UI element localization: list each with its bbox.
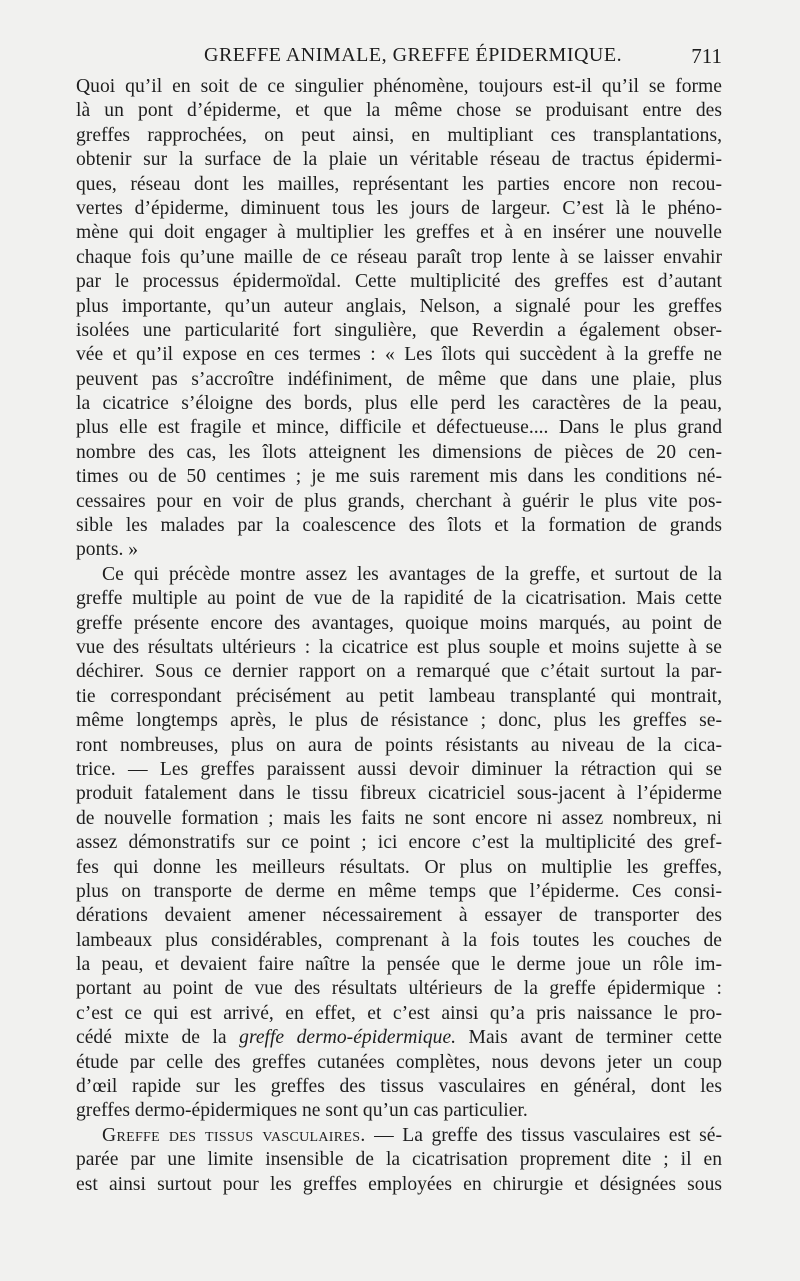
text-line: isolées une particularité fort singulière, que Reverdin a également obser- <box>76 319 722 341</box>
text-line: vertes d’épiderme, diminuent tous les jours de largeur. C’est là le phéno- <box>76 197 722 219</box>
text-line: greffe présente encore des avantages, quoique moins marqués, au point de <box>76 612 722 634</box>
text-line: trice. — Les greffes paraissent aussi devoir diminuer la rétraction qui se <box>76 758 722 780</box>
running-title: GREFFE ANIMALE, GREFFE ÉPIDERMIQUE. <box>204 44 623 66</box>
text-line: la cicatrice s’éloigne des bords, plus elle perd les caractères de la peau, <box>76 393 722 415</box>
text-line: dérations devaient amener nécessairement à essayer de transporter des <box>76 905 722 927</box>
text-line: portant au point de vue des résultats ultérieurs de la greffe épidermique : <box>76 978 722 1000</box>
text-line: étude par celle des greffes cutanées complètes, nous devons jeter un coup <box>76 1051 722 1073</box>
page-number: 711 <box>691 44 722 68</box>
text-line: ront nombreuses, plus on aura de points résistants au niveau de la cica- <box>76 734 722 756</box>
text-line: produit fatalement dans le tissu fibreux cicatriciel sous-jacent à l’épiderme <box>76 783 722 805</box>
section-heading: Greffe des tissus vasculaires. <box>102 1124 366 1146</box>
line-segment: cédé mixte de la <box>76 1027 240 1049</box>
text-line: peuvent pas s’accroître indéfiniment, de même que dans une plaie, plus <box>76 368 722 390</box>
text-line: tie correspondant précisément au petit lambeau transplanté qui montrait, <box>76 685 722 707</box>
text-line: assez démonstratifs sur ce point ; ici encore c’est la multiplicité des gref- <box>76 832 722 854</box>
text-line: lambeaux plus considérables, comprenant à la fois toutes les couches de <box>76 929 722 951</box>
text-line: vée et qu’il expose en ces termes : « Les îlots qui succèdent à la greffe ne <box>76 344 722 366</box>
paragraph-end-line: ponts. » <box>76 539 139 561</box>
text-line: mène qui doit engager à multiplier les greffes et à en insérer une nouvelle <box>76 222 722 244</box>
italic-term: greffe dermo-épidermique. <box>239 1027 457 1049</box>
text-line: cessaires pour en voir de plus grands, cherchant à guérir le plus vite pos- <box>76 490 722 512</box>
text-line: est ainsi surtout pour les greffes employées en chirurgie et désignées sous <box>76 1173 722 1195</box>
body-text <box>76 75 722 1197</box>
section-heading-line <box>76 1124 722 1148</box>
page-header <box>76 44 722 74</box>
text-line: même longtemps après, le plus de résistance ; donc, plus les greffes se- <box>76 710 722 732</box>
text-line: la peau, et devaient faire naître la pensée que le derme joue un rôle im- <box>76 954 722 976</box>
text-line: déchirer. Sous ce dernier rapport on a remarqué que c’était surtout la par- <box>76 661 722 683</box>
text-line: plus elle est fragile et mince, difficile et défectueuse.... Dans le plus grand <box>76 417 722 439</box>
text-line: greffes rapprochées, on peut ainsi, en multipliant ces transplantations, <box>76 124 722 146</box>
text-line: par le processus épidermoïdal. Cette multiplicité des greffes est d’autant <box>76 271 722 293</box>
text-line: d’œil rapide sur les greffes des tissus vasculaires en général, dont les <box>76 1076 722 1098</box>
text-line: Quoi qu’il en soit de ce singulier phénomène, toujours est-il qu’il se forme <box>76 76 722 97</box>
text-line: fes qui donne les meilleurs résultats. Or plus on multiplie les greffes, <box>76 856 722 878</box>
text-line: plus on transporte de derme en même temps que l’épiderme. Ces consi- <box>76 880 722 902</box>
text-line: ques, réseau dont les mailles, représentant les parties encore non recou- <box>76 173 722 195</box>
text-line: plus importante, qu’un auteur anglais, Nelson, a signalé pour les greffes <box>76 295 722 317</box>
text-line: vue des résultats ultérieurs : la cicatrice est plus souple et moins sujette à se <box>76 636 722 658</box>
line-segment: Mais avant de terminer cette <box>456 1027 722 1049</box>
paragraph-first-line: Ce qui précède montre assez les avantages de la greffe, et surtout de la <box>102 563 722 585</box>
text-line-with-italic <box>76 1026 722 1050</box>
text-line: c’est ce qui est arrivé, en effet, et c’est ainsi qu’a pris naissance le pro- <box>76 1002 722 1024</box>
text-line: nombre des cas, les îlots atteignent les dimensions de pièces de 20 cen- <box>76 441 722 463</box>
text-line: obtenir sur la surface de la plaie un véritable réseau de tractus épidermi- <box>76 149 722 171</box>
text-line: sible les malades par la coalescence des îlots et la formation de grands <box>76 515 722 537</box>
text-line: de nouvelle formation ; mais les faits ne sont encore ni assez nombreux, ni <box>76 807 722 829</box>
text-line: times ou de 50 centimes ; je me suis rarement mis dans les conditions né- <box>76 466 722 488</box>
paragraph-end-line: greffes dermo-épidermiques ne sont qu’un cas particulier. <box>76 1100 528 1122</box>
text-line: chaque fois qu’une maille de ce réseau paraît trop lente à se laisser envahir <box>76 246 722 268</box>
text-line: greffe multiple au point de vue de la rapidité de la cicatrisation. Mais cette <box>76 588 722 610</box>
text-line: là un pont d’épiderme, et que la même chose se produisant entre des <box>76 100 722 122</box>
line-segment: — La greffe des tissus vasculaires est sé- <box>365 1124 722 1146</box>
text-line: parée par une limite insensible de la cicatrisation proprement dite ; il en <box>76 1149 722 1171</box>
